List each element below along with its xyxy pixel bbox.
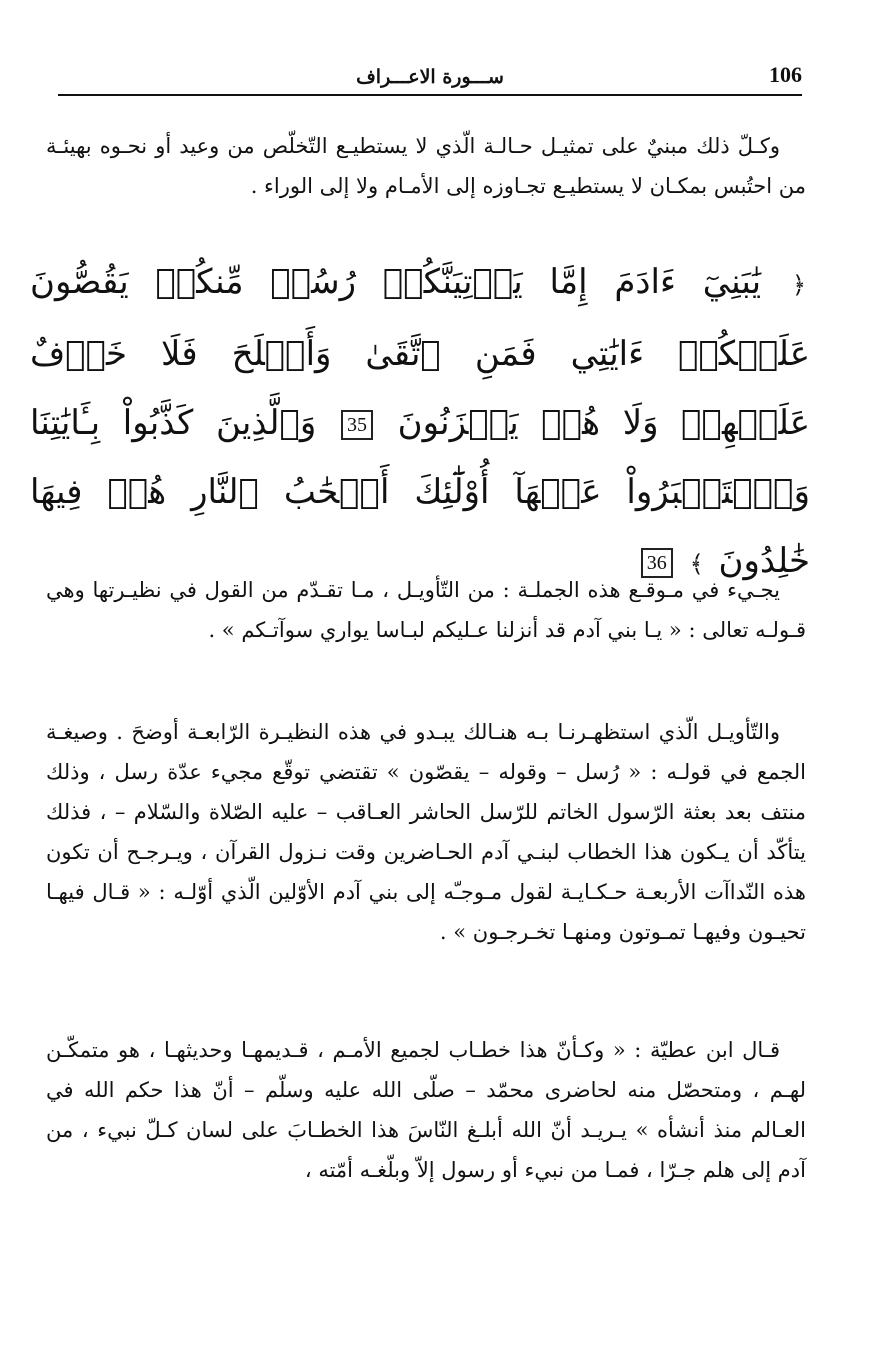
verse-open-ornament: ﴿ — [791, 271, 806, 299]
paragraph-3-block — [46, 712, 806, 952]
verse-35-number: 35 — [341, 410, 373, 440]
verse-36-text: وَٱلَّذِينَ كَذَّبُواْ بِـَٔايَٰتِنَا وَٱسۡتَكۡبَرُواْ عَنۡهَآ أُوْلَٰٓئِكَ أَصۡحَٰبُ ٱلنَّارِ هُمۡ فِيهَا خَٰلِدُونَ — [30, 403, 810, 581]
paragraph-2-block — [46, 570, 806, 650]
paragraph-3: والتّأويـل الّذي استظهـرنـا بـه هنـالك يبـدو في هذه النظيـرة الرّابعـة أوضحَ . وصيغـة الجمع في قولـه : « رُسل – وقوله – يقصّون » تقتضي توقّع مجيء عدّة رسل ، وذلك منتف بعد بعثة الرّسول الخاتم للرّسل الحاشر العـاقب – عليه الصّلاة والسّلام – ، فذلك يتأكّد أن يـكون هذا الخطاب لبنـي آدم الحـاضرين وقت نـزول القرآن ، ويـرجـح أن تكون هذه النّداآت الأربعـة حـكـايـة لقول مـوجـّه إلى بني آدم الأوّلين الّذي أوّلـه : « قـال فيهـا تحيـون وفيهـا تمـوتون ومنهـا تخـرجـون » . — [46, 720, 806, 944]
quran-verses — [30, 248, 810, 599]
verse-close-ornament: ﴾ — [689, 550, 704, 578]
verse-36-number: 36 — [641, 548, 673, 578]
paragraph-2: يجـيء في مـوقـع هذه الجملـة : من التّأويـل ، مـا تقـدّم من القول في نظيـرتها وهي قـولـه تعالى : « يـا بني آدم قد أنزلنا عـليكم لبـاسا يواري سوآتـكم » . — [46, 578, 806, 642]
page-header — [58, 60, 802, 96]
surah-title: ســـورة الاعـــراف — [356, 66, 504, 88]
paragraph-4: قـال ابن عطيّة : « وكـأنّ هذا خطـاب لجميع الأمـم ، قـديمهـا وحديثهـا ، هو متمكّـن لهـم ، ومتحصّل منه لحاضرى محمّد – صلّى الله عليه وسلّم – أنّ هذا حكم الله في العـالم منذ أنشأه » يـريـد أنّ الله أبلـغ النّاسَ هذا الخطـابَ على لسان كـلّ نبيء ، من آدم إلى هلم جـرّا ، فمـا من نبيء أو رسول إلاّ وبلّغـه أمّته ، — [46, 1038, 806, 1182]
verse-35-text: يَٰبَنِيٓ ءَادَمَ إِمَّا يَأۡتِيَنَّكُمۡ رُسُلٞ مِّنكُمۡ يَقُصُّونَ عَلَيۡكُمۡ ءَايَٰتِي فَمَنِ ٱتَّقَىٰ وَأَصۡلَحَ فَلَا خَوۡفٌ عَلَيۡهِمۡ وَلَا هُمۡ يَحۡزَنُونَ — [30, 262, 810, 443]
intro-paragraph-block — [46, 126, 806, 206]
intro-paragraph: وكـلّ ذلك مبنيٌ على تمثيـل حـالـة الّذي لا يستطيـع التّخلّص من وعيد أو نحـوه بهيئـة من احتُبس بمكـان لا يستطيـع تجـاوزه إلى الأمـام ولا إلى الوراء . — [46, 134, 806, 198]
paragraph-4-block — [46, 1030, 806, 1190]
page-number: 106 — [769, 62, 802, 87]
